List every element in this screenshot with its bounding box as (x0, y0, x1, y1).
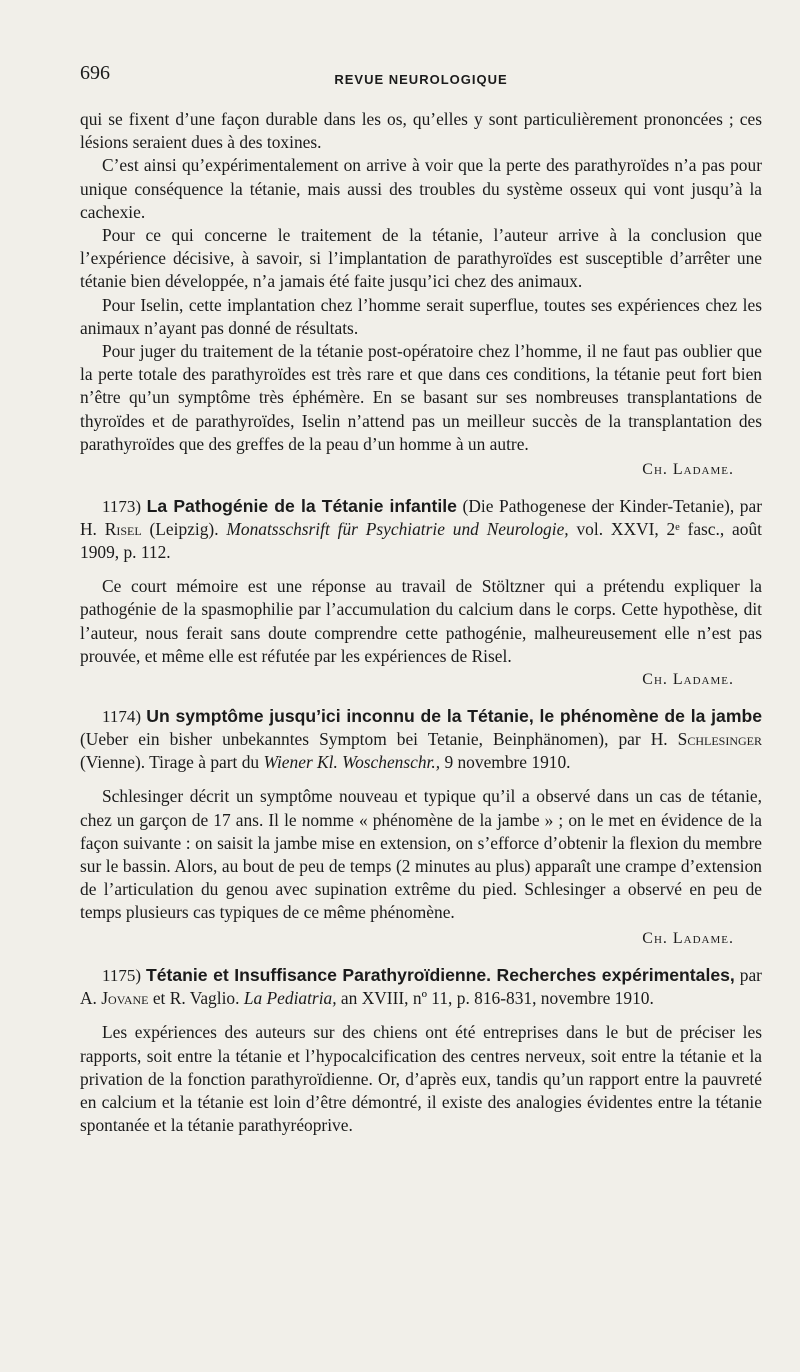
entry-title: La Pathogénie de la Tétanie infantile (146, 496, 457, 517)
entry-journal: Monatsschsrift für Psychiatrie und Neurologie, (226, 519, 569, 540)
entry-journal: Wiener Kl. Woschenschr., (263, 751, 441, 772)
entry-reference-details: 9 novembre 1910. (440, 751, 571, 772)
intro-paragraph-3: Pour ce qui concerne le traitement de la tétanie, l’auteur arrive à la conclusion que l’expérience décisive, à savoir, si l’implantation de parathyroïdes est susceptible d’arrêter une tétanie bien développée, n’a jamais été faite jusqu’ici chez des animaux. (80, 225, 762, 292)
entry-paragraph: Ce court mémoire est une réponse au travail de Stöltzner qui a prétendu expliquer la pathogénie de la spasmophilie par l’accumulation du calcium dans le corps. Cette hypothèse, dit l’auteur, nous ferait sans doute comprendre cette pathogénie, malheureusement elle n’est pas prouvée, et même elle est réfutée par les expériences de Risel. (80, 576, 762, 666)
entry-author: Risel (104, 519, 142, 540)
running-title: REVUE NEUROLOGIQUE (334, 72, 508, 87)
entry-reference: (Die Pathogenese der Kinder-Tetanie), par H. (80, 496, 762, 540)
abstract-entry-1174 (80, 705, 762, 949)
intro-paragraph-5: Pour juger du traitement de la tétanie post-opératoire chez l’homme, il ne faut pas oublier que la perte totale des parathyroïdes est très rare et que dans ces conditions, la tétanie peut fort bien n’être qu’un symptôme très éphémère. En se basant sur ses nombreuses transplantations de thyroïdes et de parathyroïdes, Iselin n’attend pas un meilleur succès de la transplantation des parathyroïdes que des greffes de la peau d’un homme à un autre. (80, 341, 762, 454)
entry-journal: La Pediatria, (243, 987, 337, 1008)
entry-title: Tétanie et Insuffisance Parathyroïdienne. Recherches expérimentales, (146, 964, 735, 985)
intro-paragraph-4: Pour Iselin, cette implantation chez l’homme serait superflue, toutes ses expériences chez les animaux n’ayant pas donné de résultats. (80, 294, 762, 338)
entry-heading (80, 705, 762, 773)
entry-signature: Ch. Ladame. (642, 929, 734, 947)
entry-body (80, 1021, 762, 1137)
entry-signature: Ch. Ladame. (642, 671, 734, 689)
intro-signature: Ch. Ladame. (642, 461, 734, 479)
entry-reference: par A. (80, 964, 762, 1008)
entry-reference-place: et R. Vaglio. (148, 987, 244, 1008)
abstract-entry-1175 (80, 964, 762, 1138)
entry-reference-details: vol. XXVI, 2ᵉ fasc., août 1909, p. 112. (80, 519, 762, 562)
entry-body (80, 575, 762, 668)
intro-paragraph-1: qui se fixent d’une façon durable dans les os, qu’elles y sont particulièrement prononcées ; ces lésions seraient dues à des toxines. (80, 109, 762, 153)
page-number: 696 (80, 62, 110, 84)
entry-number: 1173) (102, 497, 142, 517)
entry-number: 1175) (102, 965, 142, 985)
entry-reference: (Ueber ein bisher unbekanntes Symptom bei Tetanie, Beinphänomen), par H. (80, 729, 678, 750)
intro-paragraph-2: C’est ainsi qu’expérimentalement on arrive à voir que la perte des parathyroïdes n’a pas pour unique conséquence la tétanie, mais aussi des troubles du système osseux qui vont jusqu’à la cachexie. (80, 155, 762, 222)
entry-reference-place: (Vienne). Tirage à part du (80, 751, 264, 772)
body-text (80, 108, 762, 1137)
entry-author: Schlesinger (677, 729, 762, 750)
entry-heading (80, 495, 762, 563)
page-header (80, 62, 762, 88)
entry-reference-place: (Leipzig). (141, 519, 227, 540)
entry-number: 1174) (102, 707, 142, 727)
entry-heading (80, 964, 762, 1010)
entry-paragraph: Les expériences des auteurs sur des chiens ont été entreprises dans le but de préciser les rapports, soit entre la tétanie et l’hypocalcification des centres nerveux, soit entre la tétanie et la privation de la fonction parathyroïdienne. Or, d’après eux, tandis qu’un rapport entre la pauvreté en calcium et la tétanie est loin d’être démontré, il existe des analogies évidentes entre la tétanie spontanée et la tétanie parathyréoprive. (80, 1022, 762, 1136)
entry-body (80, 785, 762, 924)
entry-paragraph: Schlesinger décrit un symptôme nouveau et typique qu’il a observé dans un cas de tétanie, chez un garçon de 17 ans. Il le nomme « phénomène de la jambe » ; on le met en évidence de la façon suivante : on saisit la jambe mise en extension, on s’efforce d’obtenir la flexion du membre sur le bassin. Alors, au bout de peu de temps (2 minutes au plus) apparaît une crampe d’extension de l’articulation du genou avec supination extrême du pied. Schlesinger a observé en peu de temps plusieurs cas typiques de ce même phénomène. (80, 786, 762, 923)
entry-reference-details: an XVIII, nº 11, p. 816-831, novembre 1910. (336, 987, 654, 1008)
entry-author: Jovane (101, 987, 149, 1008)
entry-title: Un symptôme jusqu’ici inconnu de la Tétanie, le phénomène de la jambe (146, 706, 762, 727)
abstract-entry-1173 (80, 495, 762, 691)
